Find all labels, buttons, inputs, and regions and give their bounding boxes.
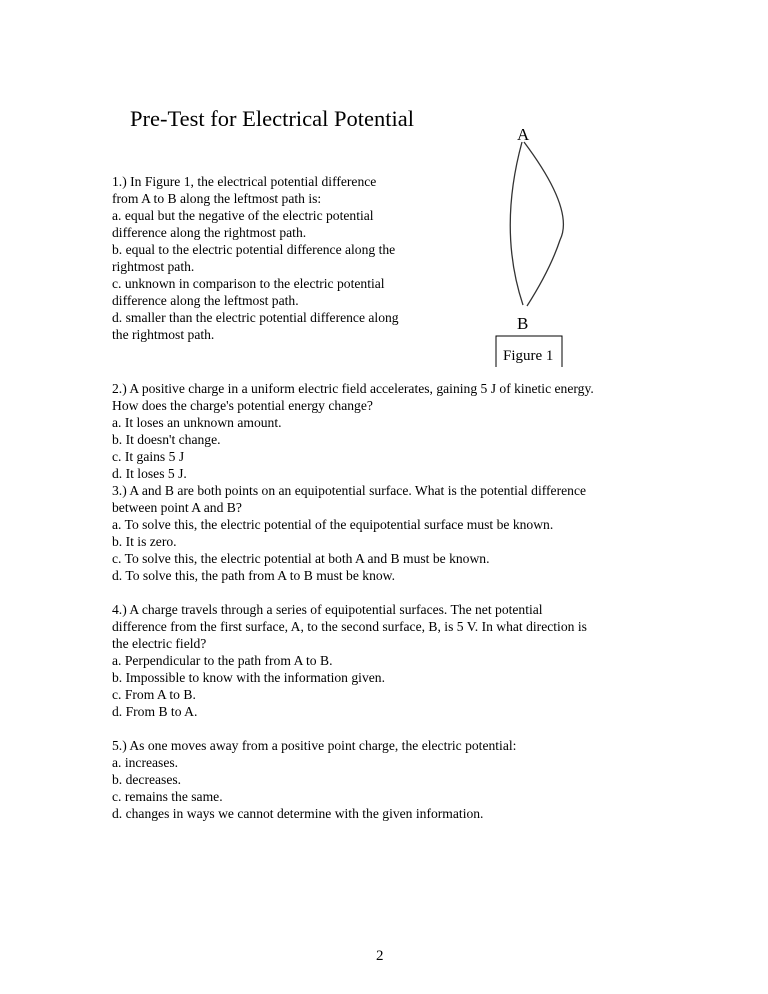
figure-caption: Figure 1 (503, 348, 554, 364)
question-text-line: difference along the rightmost path. (112, 225, 307, 240)
question-text-line: d. changes in ways we cannot determine with the given information. (112, 806, 484, 821)
question-text-line: c. remains the same. (112, 789, 223, 804)
figure-1 (480, 120, 600, 370)
question-text-line: a. To solve this, the electric potential of the equipotential surface must be known. (112, 517, 554, 532)
question-5 (112, 737, 516, 822)
question-4 (112, 601, 587, 720)
page-title: Pre-Test for Electrical Potential (130, 106, 414, 131)
question-stem-line: 2.) A positive charge in a uniform electric field accelerates, gaining 5 J of kinetic energy. (112, 381, 594, 396)
question-text-line: the rightmost path. (112, 327, 215, 342)
question-text-line: difference along the leftmost path. (112, 293, 299, 308)
question-stem-line: 5.) As one moves away from a positive point charge, the electric potential: (112, 738, 517, 753)
question-text-line: rightmost path. (112, 259, 195, 274)
question-text-line: c. It gains 5 J (112, 449, 185, 464)
question-text-line: c. To solve this, the electric potential at both A and B must be known. (112, 551, 490, 566)
question-text-line: b. equal to the electric potential difference along the (112, 242, 396, 257)
question-text-line: d. It loses 5 J. (112, 466, 187, 481)
question-text-line: c. From A to B. (112, 687, 196, 702)
question-text-line: How does the charge's potential energy change? (112, 398, 373, 413)
question-text-line: b. decreases. (112, 772, 182, 787)
question-text-line: c. unknown in comparison to the electric potential (112, 276, 385, 291)
question-text-line: a. Perpendicular to the path from A to B. (112, 653, 333, 668)
question-text-line: a. It loses an unknown amount. (112, 415, 282, 430)
left-path (510, 142, 523, 305)
figure-label-b: B (517, 314, 529, 333)
question-text-line: the electric field? (112, 636, 207, 651)
page-number: 2 (376, 948, 384, 964)
right-path (524, 142, 563, 306)
question-text-line: a. equal but the negative of the electric potential (112, 208, 374, 223)
question-text-line: b. Impossible to know with the information given. (112, 670, 385, 685)
question-text-line: b. It is zero. (112, 534, 177, 549)
question-text-line: b. It doesn't change. (112, 432, 221, 447)
question-text-line: d. To solve this, the path from A to B must be know. (112, 568, 395, 583)
question-2 (112, 380, 594, 482)
figure-label-a: A (517, 125, 530, 144)
question-text-line: between point A and B? (112, 500, 242, 515)
question-stem-line: 3.) A and B are both points on an equipotential surface. What is the potential difference (112, 483, 587, 498)
question-text-line: from A to B along the leftmost path is: (112, 191, 322, 206)
question-stem-line: 4.) A charge travels through a series of equipotential surfaces. The net potential (112, 602, 543, 617)
question-text-line: a. increases. (112, 755, 179, 770)
question-3 (112, 482, 586, 584)
question-text-line: d. smaller than the electric potential difference along (112, 310, 399, 325)
question-text-line: difference from the first surface, A, to the second surface, B, is 5 V. In what direction is (112, 619, 587, 634)
question-stem-line: 1.) In Figure 1, the electrical potential difference (112, 174, 377, 189)
question-1 (112, 173, 399, 343)
question-text-line: d. From B to A. (112, 704, 198, 719)
